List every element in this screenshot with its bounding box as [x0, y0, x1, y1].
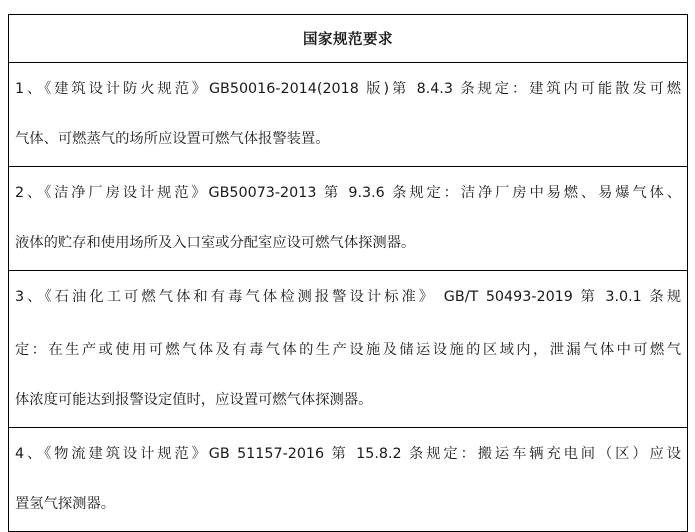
regulation-item-1 [9, 63, 687, 167]
regulation-item-2 [9, 167, 687, 271]
regulation-line: 定：在生产或使用可燃气体及有毒气体的生产设施及储运设施的区域内，泄漏气体中可燃气 [15, 342, 681, 358]
regulations-table [8, 14, 688, 532]
table-header [9, 15, 687, 63]
regulation-line: 1、《建筑设计防火规范》GB50016-2014(2018 版)第 8.4.3 条规定：建筑内可能散发可燃 [15, 81, 681, 97]
regulation-line: 液体的贮存和使用场所及入口室或分配室应设可燃气体探测器。 [15, 235, 416, 251]
regulation-line: 4、《物流建筑设计规范》GB 51157-2016 第 15.8.2 条规定：搬运车辆充电间（区）应设 [15, 446, 681, 462]
regulation-item-3 [9, 271, 687, 428]
table-header-title: 国家规范要求 [303, 32, 393, 48]
regulation-line: 3、《石油化工可燃气体和有毒气体检测报警设计标准》 GB/T 50493-2019 第 3.0.1 条规 [15, 289, 681, 305]
regulation-line: 体浓度可能达到报警设定值时，应设置可燃气体探测器。 [15, 392, 373, 408]
regulation-item-4 [9, 428, 687, 532]
regulation-line: 气体、可燃蒸气的场所应设置可燃气体报警装置。 [15, 131, 330, 147]
regulation-line: 2、《洁净厂房设计规范》GB50073-2013 第 9.3.6 条规定：洁净厂房中易燃、易爆气体、 [15, 185, 681, 201]
regulation-line: 置氢气探测器。 [15, 496, 116, 512]
